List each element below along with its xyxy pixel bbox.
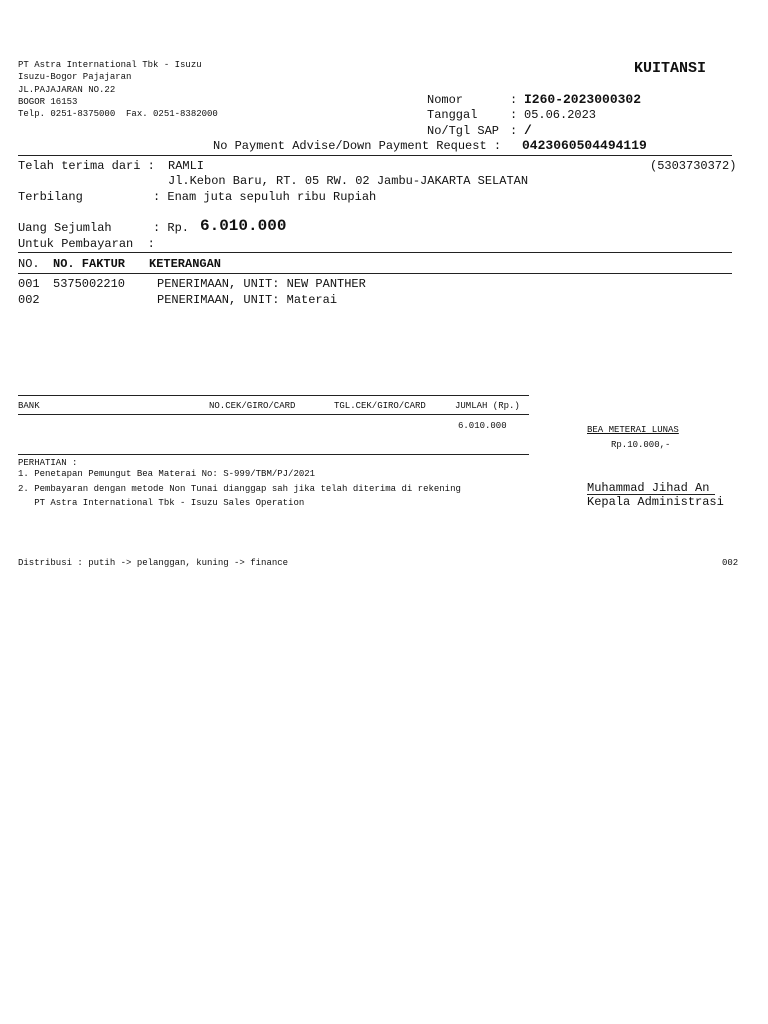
terbilang-value: : Enam juta sepuluh ribu Rupiah <box>153 190 377 204</box>
company-name: PT Astra International Tbk - Isuzu <box>18 60 202 70</box>
nomor-separator: : <box>510 93 518 107</box>
purpose-label: Untuk Pembayaran : <box>18 237 155 251</box>
tanggal-label: Tanggal <box>427 108 478 122</box>
received-from-name: RAMLI <box>168 159 205 173</box>
divider <box>18 273 732 274</box>
nomor-label: Nomor <box>427 93 464 107</box>
document-title: KUITANSI <box>634 60 707 77</box>
stamp-duty-value: Rp.10.000,- <box>611 440 671 450</box>
divider <box>18 395 529 396</box>
page-code: 002 <box>722 558 739 568</box>
terbilang-label: Terbilang <box>18 190 83 204</box>
items-header-keterangan: KETERANGAN <box>149 257 222 271</box>
customer-code: (5303730372) <box>650 159 737 173</box>
items-header-no: NO. <box>18 257 40 271</box>
nomor-value: I260-2023000302 <box>524 92 642 107</box>
tanggal-value: 05.06.2023 <box>524 108 597 122</box>
company-phone: Telp. 0251-8375000 Fax. 0251-8382000 <box>18 109 218 119</box>
company-address: JL.PAJAJARAN NO.22 <box>18 85 116 95</box>
signatory-position: Kepala Administrasi <box>587 495 724 509</box>
received-from-address: Jl.Kebon Baru, RT. 05 RW. 02 Jambu-JAKARTA SELATAN <box>168 174 529 188</box>
amount-value: 6.010.000 <box>200 217 287 235</box>
tanggal-separator: : <box>510 108 518 122</box>
divider <box>18 414 529 415</box>
payment-header-tgl: TGL.CEK/GIRO/CARD <box>334 401 426 411</box>
item-row-faktur: 5375002210 <box>53 277 126 291</box>
notes-item: 2. Pembayaran dengan metode Non Tunai dianggap sah jika telah diterima di rekening <box>18 484 461 494</box>
items-header-faktur: NO. FAKTUR <box>53 257 126 271</box>
divider <box>18 252 732 253</box>
divider <box>18 155 732 156</box>
company-city: BOGOR 16153 <box>18 97 78 107</box>
notes-item: 1. Penetapan Pemungut Bea Materai No: S-999/TBM/PJ/2021 <box>18 469 316 479</box>
payment-header-jumlah: JUMLAH (Rp.) <box>455 401 520 411</box>
notes-title: PERHATIAN : <box>18 458 78 468</box>
payment-total: 6.010.000 <box>458 421 507 431</box>
sap-label: No/Tgl SAP <box>427 124 500 138</box>
company-branch: Isuzu-Bogor Pajajaran <box>18 72 132 82</box>
payment-advice-label: No Payment Advise/Down Payment Request : <box>213 139 502 153</box>
divider <box>18 454 529 455</box>
payment-header-bank: BANK <box>18 401 40 411</box>
signatory-name: Muhammad Jihad An <box>587 481 710 495</box>
item-row-keterangan: PENERIMAAN, UNIT: Materai <box>157 293 338 307</box>
stamp-duty-label: BEA METERAI LUNAS <box>587 425 679 435</box>
amount-label: Uang Sejumlah <box>18 221 112 235</box>
received-from-label: Telah terima dari : <box>18 159 155 173</box>
sap-separator: : <box>510 124 518 138</box>
notes-item: PT Astra International Tbk - Isuzu Sales Operation <box>18 498 305 508</box>
sap-value: / <box>524 123 532 138</box>
amount-prefix: : Rp. <box>153 221 190 235</box>
item-row-no: 002 <box>18 293 40 307</box>
payment-advice-value: 0423060504494119 <box>522 138 647 153</box>
item-row-keterangan: PENERIMAAN, UNIT: NEW PANTHER <box>157 277 366 291</box>
item-row-no: 001 <box>18 277 40 291</box>
payment-header-cek: NO.CEK/GIRO/CARD <box>209 401 296 411</box>
distribution-note: Distribusi : putih -> pelanggan, kuning -> finance <box>18 558 289 568</box>
